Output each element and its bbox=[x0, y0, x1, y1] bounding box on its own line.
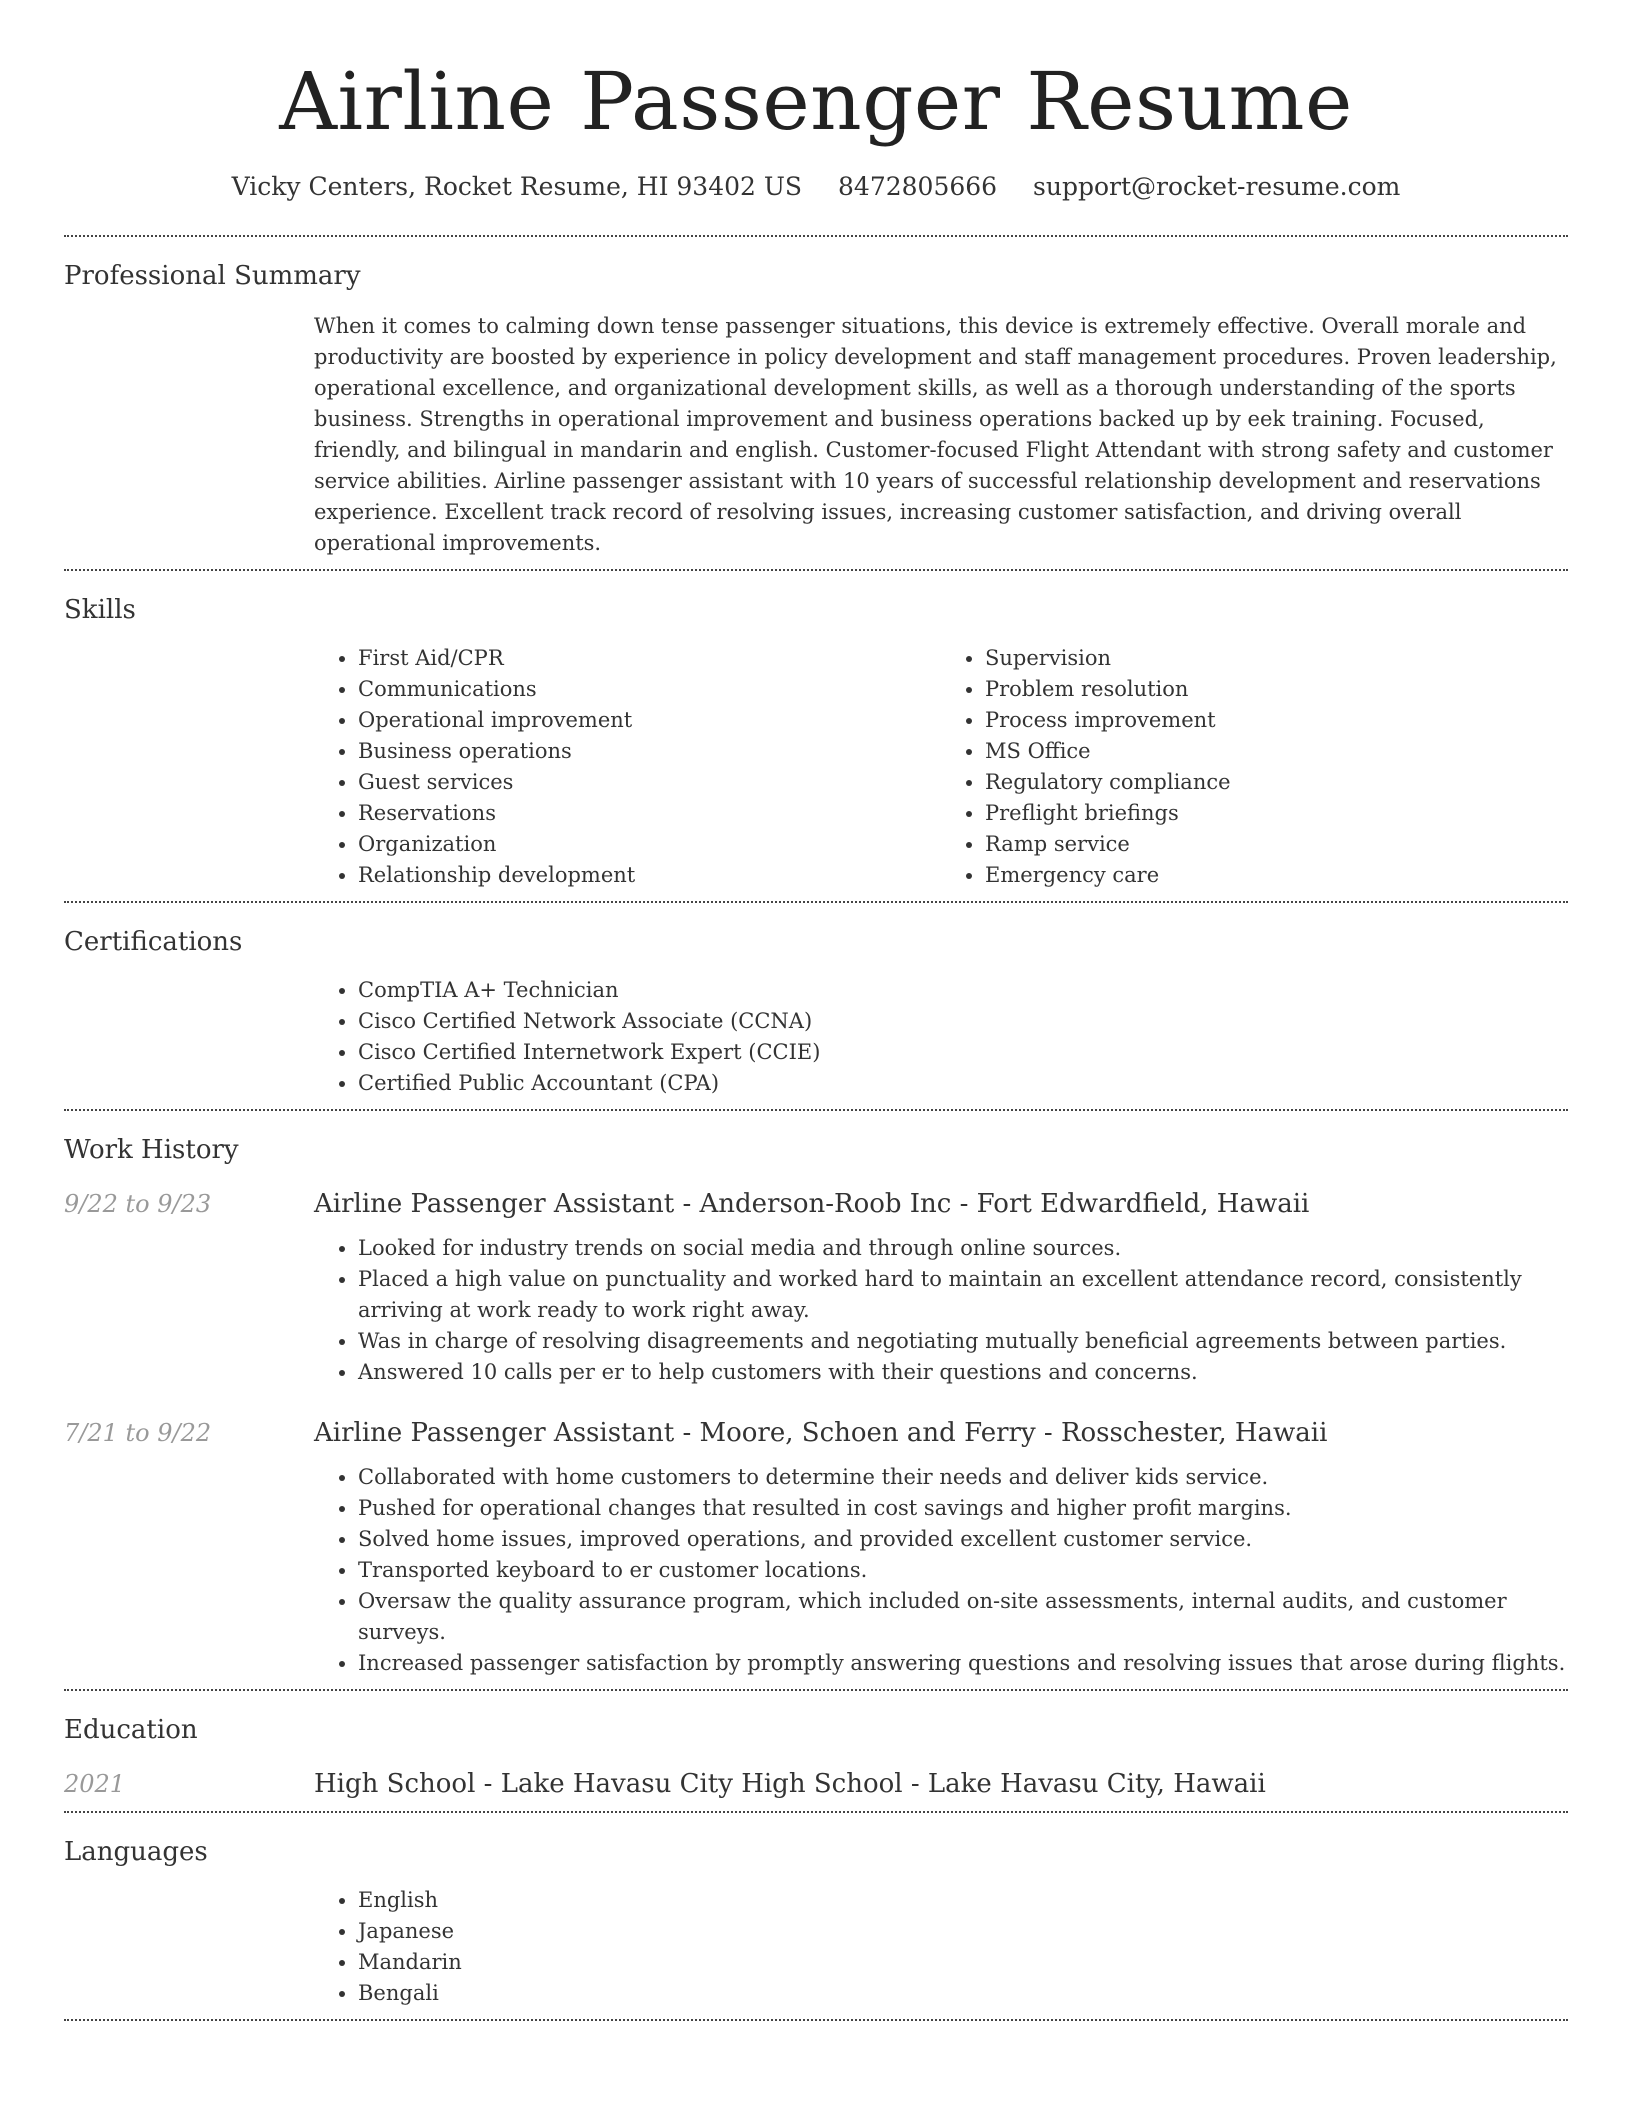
education-title: High School - Lake Havasu City High School - Lake Havasu City, Hawaii bbox=[314, 1769, 1266, 1799]
skill-item: • Communications bbox=[358, 674, 941, 705]
job-bullet: • Looked for industry trends on social media and through online sources. bbox=[358, 1233, 1568, 1264]
page-title: Airline Passenger Resume bbox=[279, 55, 1353, 148]
education-entry bbox=[64, 1767, 1568, 1801]
summary-heading: Professional Summary bbox=[64, 261, 361, 291]
summary-text: When it comes to calming down tense passenger situations, this device is extremely effective. Overall morale and productivity are boosted by experience in policy development and staff management procedures. Proven leadership, operational excellence, and organizational development skills, as well as a thorough understanding of the sports business. Strengths in operational improvement and business operations backed up by eek training. Focused, friendly, and bilingual in mandarin and english. Customer-focused Flight Attendant with strong safety and customer service abilities. Airline passenger assistant with 10 years of successful relationship development and reservations experience. Excellent track record of resolving issues, increasing customer satisfaction, and driving overall operational improvements. bbox=[314, 314, 1557, 555]
job-bullets bbox=[314, 1462, 1568, 1679]
job-bullet: • Transported keyboard to er customer locations. bbox=[358, 1555, 1568, 1586]
languages-heading: Languages bbox=[64, 1837, 208, 1867]
skill-item: • Reservations bbox=[358, 798, 941, 829]
job-bullet: • Placed a high value on punctuality and worked hard to maintain an excellent attendance record, consistently arriving at work ready to work right away. bbox=[358, 1264, 1568, 1326]
job-entry bbox=[64, 1416, 1568, 1679]
skill-item: • Organization bbox=[358, 829, 941, 860]
job-dates: 9/22 to 9/23 bbox=[64, 1190, 212, 1218]
certification-item: • CompTIA A+ Technician bbox=[358, 975, 1568, 1006]
languages-content bbox=[314, 1885, 1568, 2009]
certifications-section bbox=[64, 903, 1568, 1109]
work-section bbox=[64, 1111, 1568, 1689]
languages-section bbox=[64, 1813, 1568, 2019]
skill-item: • Ramp service bbox=[985, 829, 1568, 860]
certifications-list bbox=[314, 975, 1568, 1099]
contact-email: support@rocket-resume.com bbox=[1033, 172, 1401, 201]
summary-section bbox=[64, 237, 1568, 569]
education-heading: Education bbox=[64, 1715, 198, 1745]
languages-list bbox=[314, 1885, 1568, 2009]
resume-page bbox=[64, 40, 1568, 2021]
job-title: Airline Passenger Assistant - Anderson-Roob Inc - Fort Edwardfield, Hawaii bbox=[314, 1189, 1310, 1219]
job-bullet: • Was in charge of resolving disagreements and negotiating mutually beneficial agreements between parties. bbox=[358, 1326, 1568, 1357]
skills-list-left bbox=[314, 643, 941, 891]
skill-item: • Regulatory compliance bbox=[985, 767, 1568, 798]
language-item: • English bbox=[358, 1885, 1568, 1916]
skills-heading: Skills bbox=[64, 595, 136, 625]
job-bullet: • Collaborated with home customers to determine their needs and deliver kids service. bbox=[358, 1462, 1568, 1493]
divider bbox=[64, 2019, 1568, 2021]
language-item: • Japanese bbox=[358, 1916, 1568, 1947]
skills-section bbox=[64, 571, 1568, 901]
contact-phone: 8472805666 bbox=[838, 172, 998, 201]
skill-item: • Emergency care bbox=[985, 860, 1568, 891]
skill-item: • Relationship development bbox=[358, 860, 941, 891]
job-bullets bbox=[314, 1233, 1568, 1388]
skills-columns bbox=[314, 625, 1568, 891]
certification-item: • Cisco Certified Internetwork Expert (CCIE) bbox=[358, 1037, 1568, 1068]
job-dates: 7/21 to 9/22 bbox=[64, 1419, 212, 1447]
skill-item: • Business operations bbox=[358, 736, 941, 767]
job-bullet: • Pushed for operational changes that resulted in cost savings and higher profit margins. bbox=[358, 1493, 1568, 1524]
work-heading: Work History bbox=[64, 1135, 239, 1165]
certifications-heading: Certifications bbox=[64, 927, 243, 957]
skill-item: • Problem resolution bbox=[985, 674, 1568, 705]
skill-item: • First Aid/CPR bbox=[358, 643, 941, 674]
language-item: • Bengali bbox=[358, 1978, 1568, 2009]
education-section bbox=[64, 1691, 1568, 1811]
job-bullet: • Oversaw the quality assurance program, which included on-site assessments, internal audits, and customer surveys. bbox=[358, 1586, 1568, 1648]
skill-item: • Operational improvement bbox=[358, 705, 941, 736]
education-year: 2021 bbox=[64, 1770, 126, 1798]
job-bullet: • Answered 10 calls per er to help customers with their questions and concerns. bbox=[358, 1357, 1568, 1388]
certification-item: • Cisco Certified Network Associate (CCNA) bbox=[358, 1006, 1568, 1037]
skill-item: • Supervision bbox=[985, 643, 1568, 674]
language-item: • Mandarin bbox=[358, 1947, 1568, 1978]
contact-address: Vicky Centers, Rocket Resume, HI 93402 US bbox=[231, 172, 803, 201]
skill-item: • Guest services bbox=[358, 767, 941, 798]
job-body bbox=[314, 1187, 1568, 1388]
skills-list-right bbox=[941, 643, 1568, 891]
skill-item: • Preflight briefings bbox=[985, 798, 1568, 829]
certifications-content bbox=[314, 975, 1568, 1099]
job-bullet: • Solved home issues, improved operations, and provided excellent customer service. bbox=[358, 1524, 1568, 1555]
job-title: Airline Passenger Assistant - Moore, Schoen and Ferry - Rosschester, Hawaii bbox=[314, 1418, 1328, 1448]
contact-line bbox=[64, 172, 1568, 201]
job-body bbox=[314, 1416, 1568, 1679]
skill-item: • Process improvement bbox=[985, 705, 1568, 736]
job-entry bbox=[64, 1187, 1568, 1388]
skill-item: • MS Office bbox=[985, 736, 1568, 767]
job-bullet: • Increased passenger satisfaction by promptly answering questions and resolving issues that arose during flights. bbox=[358, 1648, 1568, 1679]
certification-item: • Certified Public Accountant (CPA) bbox=[358, 1068, 1568, 1099]
